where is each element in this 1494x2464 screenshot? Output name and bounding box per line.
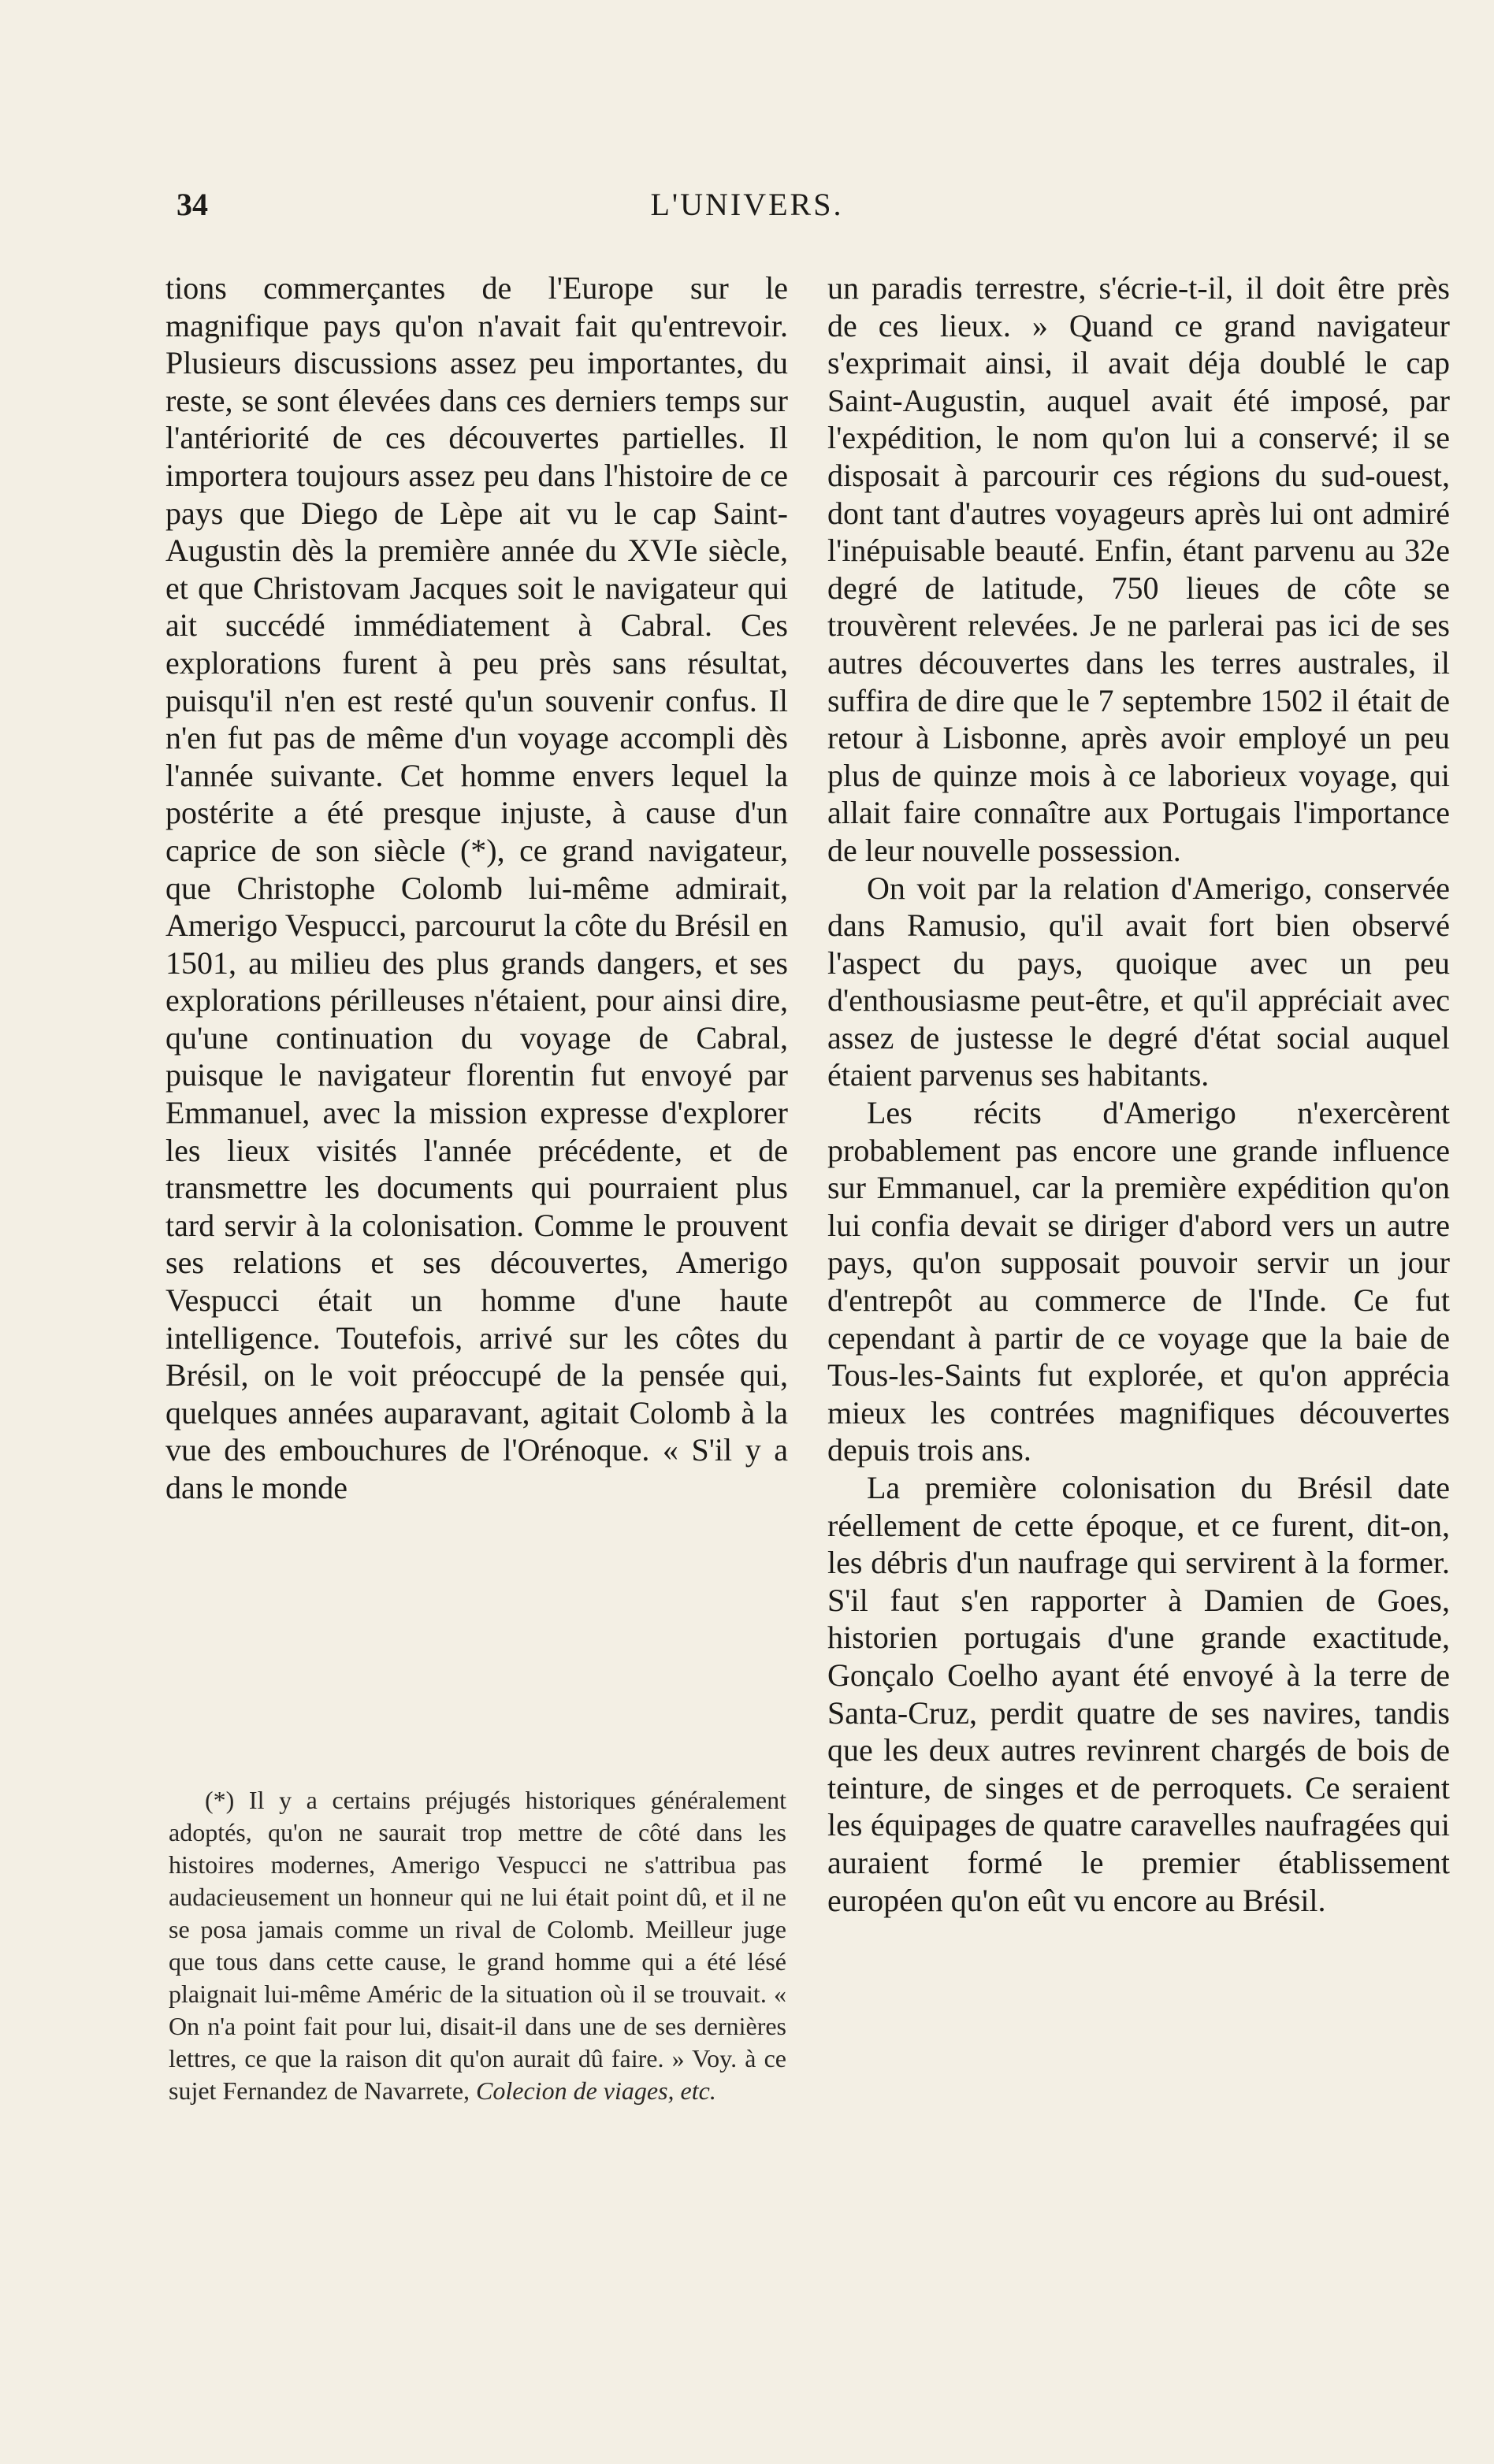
footnote xyxy=(169,1784,786,2107)
footnote-italic-citation: Colecion de viages, etc. xyxy=(476,2076,716,2105)
right-paragraph-4: La première colonisation du Brésil date réellement de cette époque, et ce furent, dit-on, les débris d'un naufrage qui servirent à la former. S'il faut s'en rapporter à Damien de Goes, historien portugais d'une grande exactitude, Gonçalo Coelho ayant été envoyé à la terre de Santa-Cruz, perdit quatre de ses navires, tandis que les deux autres revinrent chargés de bois de teinture, de singes et de perroquets. Ce seraient les équipages de quatre caravelles naufragées qui auraient formé le premier établissement européen qu'on eût vu encore au Brésil. xyxy=(827,1470,1450,1918)
footnote-text: (*) Il y a certains préjugés historiques généralement adoptés, qu'on ne saurait trop mettre de côté dans les histoires modernes, Amerigo Vespucci ne s'attribua pas audacieusement un honneur qui ne lui était point dû, et il ne se posa jamais comme un rival de Colomb. Meilleur juge que tous dans cette cause, le grand homme qui a été lésé plaignait lui-même Améric de la situation où il se trouvait. « On n'a point fait pour lui, disait-il dans une de ses dernières lettres, ce que la raison dit qu'on aurait dû faire. » Voy. à ce sujet Fernandez de Navarrete, xyxy=(169,1786,786,2105)
page-header xyxy=(0,186,1494,241)
right-paragraph-1: un paradis terrestre, s'écrie-t-il, il doit être près de ces lieux. » Quand ce grand navigateur s'exprimait ainsi, il avait déja doublé le cap Saint-Augustin, auquel avait été imposé, par l'expédition, le nom qu'on lui a conservé; il se disposait à parcourir ces régions du sud-ouest, dont tant d'autres voyageurs après lui ont admiré l'inépuisable beauté. Enfin, étant parvenu au 32e degré de latitude, 750 lieues de côte se trouvèrent relevées. Je ne parlerai pas ici de ses autres découvertes dans les terres australes, il suffira de dire que le 7 septembre 1502 il était de retour à Lisbonne, après avoir employé un peu plus de quinze mois à ce laborieux voyage, qui allait faire connaître aux Portugais l'importance de leur nouvelle possession. xyxy=(827,270,1450,868)
right-paragraph-2: On voit par la relation d'Amerigo, conservée dans Ramusio, qu'il avait fort bien observé l'aspect du pays, quoique avec un peu d'enthousiasme peut-être, et qu'il appréciait avec assez de justesse le degré d'état social auquel étaient parvenus ses habitants. xyxy=(827,870,1450,1093)
right-paragraph-3: Les récits d'Amerigo n'exercèrent probablement pas encore une grande influence sur Emmanuel, car la première expédition qu'on lui confia devait se diriger d'abord vers un autre pays, qu'on supposait pouvoir servir un jour d'entrepôt au commerce de l'Inde. Ce fut cependant à partir de ce voyage que la baie de Tous-les-Saints fut explorée, et qu'on apprécia mieux les contrées magnifiques découvertes depuis trois ans. xyxy=(827,1095,1450,1468)
page-number: 34 xyxy=(177,187,208,222)
running-title: L'UNIVERS. xyxy=(650,187,844,222)
left-column xyxy=(165,269,788,1507)
left-paragraph-1: tions commerçantes de l'Europe sur le magnifique pays qu'on n'avait fait qu'entrevoir. Plusieurs discussions assez peu importantes, du reste, se sont élevées dans ces derniers temps sur l'antériorité de ces découvertes partielles. Il importera toujours assez peu dans l'histoire de ce pays que Diego de Lèpe ait vu le cap Saint-Augustin dès la première année du XVIe siècle, et que Christovam Jacques soit le navigateur qui ait succédé immédiatement à Cabral. Ces explorations furent à peu près sans résultat, puisqu'il n'en est resté qu'un souvenir confus. Il n'en fut pas de même d'un voyage accompli dès l'année suivante. Cet homme envers lequel la postérite a été presque injuste, à cause d'un caprice de son siècle (*), ce grand navigateur, que Christophe Colomb lui-même admirait, Amerigo Vespucci, parcourut la côte du Brésil en 1501, au milieu des plus grands dangers, et ses explorations périlleuses n'étaient, pour ainsi dire, qu'une continuation du voyage de Cabral, puisque le navigateur florentin fut envoyé par Emmanuel, avec la mission expresse d'explorer les lieux visités l'année précédente, et de transmettre les documents qui pourraient plus tard servir à la colonisation. Comme le prouvent ses relations et ses découvertes, Amerigo Vespucci était un homme d'une haute intelligence. Toutefois, arrivé sur les côtes du Brésil, on le voit préoccupé de la pensée qui, quelques années auparavant, agitait Colomb à la vue des embouchures de l'Orénoque. « S'il y a dans le monde xyxy=(165,270,788,1505)
right-column xyxy=(827,269,1450,1919)
